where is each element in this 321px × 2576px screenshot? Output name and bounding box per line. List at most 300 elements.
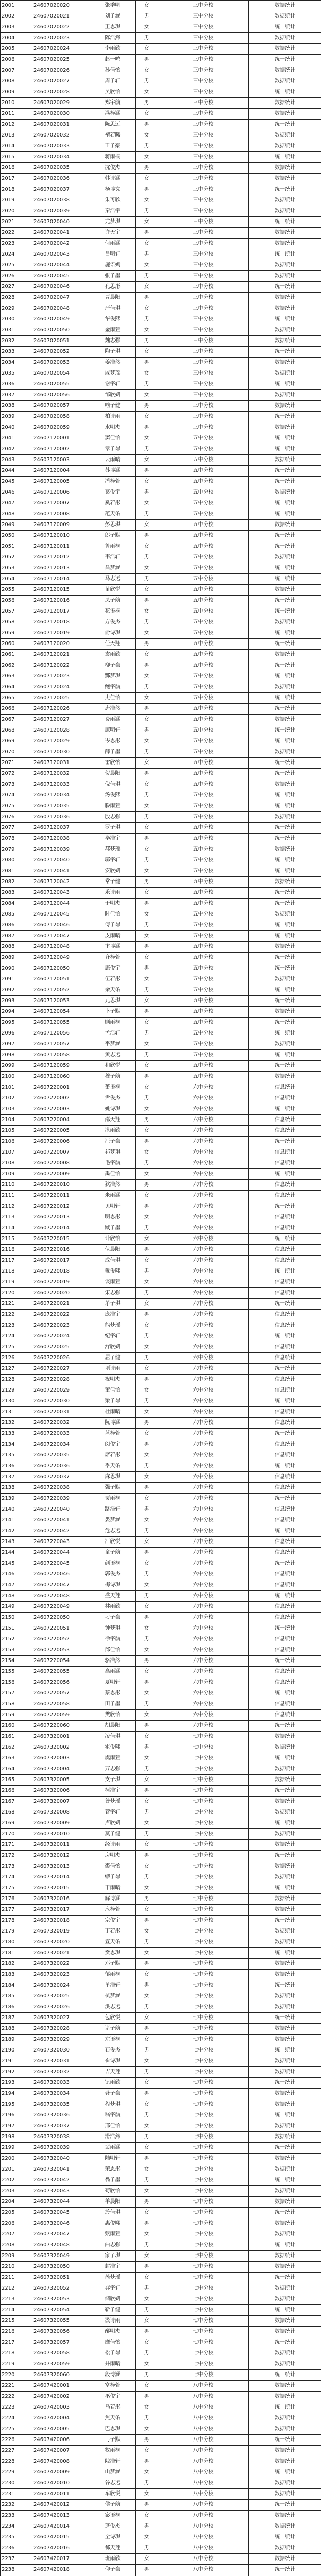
cell-exam-id: 24607120034 (32, 790, 90, 801)
cell-student-name: 谢宇轩 (90, 379, 136, 390)
cell-sequence-number: 2215 (1, 2316, 32, 2327)
cell-student-name: 仰子豪 (90, 2565, 136, 2575)
cell-sequence-number: 2188 (1, 2024, 32, 2035)
table-row (1, 1137, 321, 1147)
cell-category: 统一统计 (249, 985, 321, 996)
cell-category: 数据统计 (249, 2413, 321, 2424)
cell-student-name: 潘梓萱 (90, 477, 136, 487)
cell-sex: 女 (136, 974, 158, 985)
cell-school: 六中分校 (158, 1472, 249, 1483)
cell-category: 统一统计 (249, 22, 321, 33)
cell-sequence-number: 2227 (1, 2446, 32, 2456)
cell-exam-id: 24607320014 (32, 1872, 90, 1883)
cell-school: 七中分校 (158, 2337, 249, 2348)
cell-exam-id: 24607120032 (32, 769, 90, 779)
cell-category: 数据统计 (249, 1840, 321, 1851)
table-row (1, 1180, 321, 1191)
cell-student-name: 柏诗雨 (90, 412, 136, 422)
table-row (1, 509, 321, 520)
cell-sex: 男 (136, 834, 158, 844)
cell-category: 统一统计 (249, 1980, 321, 1991)
cell-student-name: 狄浩然 (90, 1180, 136, 1191)
cell-exam-id: 24607220048 (32, 1591, 90, 1602)
cell-student-name: 常子健 (90, 877, 136, 888)
cell-student-name: 谷志远 (90, 2478, 136, 2489)
cell-sex: 女 (136, 174, 158, 184)
cell-sex: 女 (136, 1732, 158, 1742)
cell-category: 数据统计 (249, 2316, 321, 2327)
cell-sex: 女 (136, 1234, 158, 1245)
cell-category: 信息统计 (249, 1082, 321, 1093)
cell-sequence-number: 2201 (1, 2164, 32, 2175)
cell-student-name: 尹俊杰 (90, 1093, 136, 1104)
cell-category: 统一统计 (249, 1234, 321, 1245)
cell-exam-id: 24607120013 (32, 563, 90, 574)
cell-exam-id: 24607120003 (32, 455, 90, 466)
cell-sex: 女 (136, 1126, 158, 1137)
cell-student-name: 靳子健 (90, 2305, 136, 2316)
cell-exam-id: 24607220023 (32, 1320, 90, 1331)
cell-school: 五中分校 (158, 1039, 249, 1050)
cell-student-name: 朱可欣 (90, 195, 136, 206)
cell-school: 七中分校 (158, 1926, 249, 1937)
cell-sequence-number: 2197 (1, 2121, 32, 2132)
cell-sex: 男 (136, 1418, 158, 1429)
cell-exam-id: 24607220017 (32, 1256, 90, 1266)
cell-school: 五中分校 (158, 974, 249, 985)
cell-sequence-number: 2205 (1, 2208, 32, 2218)
cell-sex: 男 (136, 704, 158, 715)
cell-school: 六中分校 (158, 1483, 249, 1494)
cell-school: 六中分校 (158, 1418, 249, 1429)
cell-category: 信息统计 (249, 1613, 321, 1623)
cell-sequence-number: 2106 (1, 1137, 32, 1147)
cell-sex: 女 (136, 130, 158, 141)
cell-student-name: 鲍宇航 (90, 682, 136, 693)
cell-student-name: 苏博涵 (90, 466, 136, 477)
cell-exam-id: 24607220052 (32, 1634, 90, 1645)
cell-school: 六中分校 (158, 1342, 249, 1353)
cell-sex: 男 (136, 2500, 158, 2511)
cell-school: 三中分校 (158, 55, 249, 65)
cell-sex: 女 (136, 1602, 158, 1613)
cell-sequence-number: 2120 (1, 1288, 32, 1299)
cell-sequence-number: 2124 (1, 1331, 32, 1342)
cell-exam-id: 24607220028 (32, 1375, 90, 1385)
cell-school: 六中分校 (158, 1504, 249, 1515)
table-row (1, 1320, 321, 1331)
cell-student-name: 牧雨桐 (90, 2446, 136, 2456)
cell-school: 六中分校 (158, 1310, 249, 1320)
cell-school: 七中分校 (158, 2154, 249, 2164)
cell-category: 数据统计 (249, 585, 321, 596)
cell-sex: 男 (136, 2305, 158, 2316)
cell-sex: 女 (136, 2554, 158, 2565)
cell-category: 数据统计 (249, 33, 321, 44)
cell-student-name: 阮博涵 (90, 1418, 136, 1429)
table-row (1, 1104, 321, 1115)
cell-school: 六中分校 (158, 1223, 249, 1234)
cell-exam-id: 24607420002 (32, 2392, 90, 2402)
cell-sex: 女 (136, 2099, 158, 2110)
cell-student-name: 沈俊杰 (90, 163, 136, 174)
table-row (1, 2099, 321, 2110)
cell-sequence-number: 2176 (1, 1894, 32, 1905)
cell-category: 统一统计 (249, 2532, 321, 2543)
cell-category: 信息统计 (249, 1483, 321, 1494)
table-row (1, 1396, 321, 1407)
cell-sequence-number: 2235 (1, 2532, 32, 2543)
cell-sex: 女 (136, 2316, 158, 2327)
cell-sequence-number: 2045 (1, 477, 32, 487)
cell-sex: 男 (136, 314, 158, 325)
cell-sex: 男 (136, 2132, 158, 2143)
table-row (1, 812, 321, 823)
cell-student-name: 昌梦涵 (90, 563, 136, 574)
table-row (1, 520, 321, 531)
cell-school: 七中分校 (158, 1959, 249, 1970)
table-row (1, 2013, 321, 2024)
table-row (1, 1, 321, 11)
cell-exam-id: 24607220040 (32, 1504, 90, 1515)
cell-sex: 男 (136, 1201, 158, 1212)
cell-sequence-number: 2030 (1, 314, 32, 325)
cell-sex: 女 (136, 1256, 158, 1266)
cell-sequence-number: 2058 (1, 617, 32, 628)
cell-category: 数据统计 (249, 195, 321, 206)
cell-school: 七中分校 (158, 1829, 249, 1840)
cell-sequence-number: 2127 (1, 1364, 32, 1375)
cell-sex: 女 (136, 2078, 158, 2089)
cell-student-name: 齐梓萱 (90, 953, 136, 963)
cell-sex: 男 (136, 1375, 158, 1385)
cell-sex: 女 (136, 909, 158, 920)
cell-sex: 男 (136, 1310, 158, 1320)
cell-sequence-number: 2086 (1, 920, 32, 931)
cell-category: 信息统计 (249, 1353, 321, 1364)
table-row (1, 1515, 321, 1526)
cell-exam-id: 24607420015 (32, 2532, 90, 2543)
cell-school: 三中分校 (158, 33, 249, 44)
cell-exam-id: 24607220050 (32, 1613, 90, 1623)
cell-school: 五中分校 (158, 1061, 249, 1072)
cell-sex: 男 (136, 1396, 158, 1407)
table-row (1, 1126, 321, 1137)
cell-sequence-number: 2126 (1, 1353, 32, 1364)
cell-student-name: 麻思琪 (90, 1472, 136, 1483)
cell-sequence-number: 2011 (1, 109, 32, 120)
cell-category: 统一统计 (249, 1591, 321, 1602)
cell-student-name: 孙佳怡 (90, 65, 136, 76)
table-row (1, 1407, 321, 1418)
cell-exam-id: 24607120059 (32, 1061, 90, 1072)
cell-school: 六中分校 (158, 1256, 249, 1266)
cell-sex: 女 (136, 996, 158, 1007)
cell-student-name: 钮雨欣 (90, 2078, 136, 2089)
cell-category: 信息统计 (249, 1158, 321, 1169)
cell-sequence-number: 2195 (1, 2099, 32, 2110)
cell-student-name: 严佳琪 (90, 303, 136, 314)
cell-school: 八中分校 (158, 2543, 249, 2554)
cell-student-name: 曲志强 (90, 2240, 136, 2251)
cell-exam-id: 24607020039 (32, 206, 90, 217)
cell-school: 七中分校 (158, 2099, 249, 2110)
cell-category: 统一统计 (249, 2565, 321, 2575)
cell-school: 七中分校 (158, 2013, 249, 2024)
cell-category: 信息统计 (249, 1093, 321, 1104)
cell-category: 数据统计 (249, 271, 321, 282)
cell-sex: 男 (136, 1829, 158, 1840)
cell-student-name: 甄雨萱 (90, 2229, 136, 2240)
cell-sex: 女 (136, 1905, 158, 1916)
cell-sequence-number: 2154 (1, 1656, 32, 1667)
cell-category: 信息统计 (249, 1256, 321, 1266)
cell-sex: 男 (136, 33, 158, 44)
cell-sex: 男 (136, 1634, 158, 1645)
cell-sequence-number: 2009 (1, 87, 32, 98)
cell-category: 统一统计 (249, 693, 321, 704)
cell-category: 统一统计 (249, 412, 321, 422)
cell-exam-id: 24607120001 (32, 433, 90, 444)
cell-sex: 男 (136, 2565, 158, 2575)
cell-sequence-number: 2053 (1, 563, 32, 574)
cell-category: 数据统计 (249, 1775, 321, 1786)
cell-school: 五中分校 (158, 585, 249, 596)
cell-category: 信息统计 (249, 1548, 321, 1558)
table-row (1, 1710, 321, 1721)
cell-sex: 男 (136, 2327, 158, 2337)
cell-sequence-number: 2178 (1, 1916, 32, 1926)
cell-sequence-number: 2090 (1, 963, 32, 974)
cell-school: 七中分校 (158, 2359, 249, 2370)
cell-school: 五中分校 (158, 466, 249, 477)
cell-school: 七中分校 (158, 2273, 249, 2283)
cell-category: 数据统计 (249, 1937, 321, 1948)
cell-school: 七中分校 (158, 1937, 249, 1948)
cell-sequence-number: 2094 (1, 1007, 32, 1018)
table-row (1, 1450, 321, 1461)
table-row (1, 747, 321, 758)
table-row (1, 2478, 321, 2489)
cell-sex: 女 (136, 1450, 158, 1461)
cell-student-name: 刘子涵 (90, 11, 136, 22)
cell-student-name: 翁子墨 (90, 2175, 136, 2186)
table-row (1, 2316, 321, 2327)
cell-category: 统一统计 (249, 1018, 321, 1028)
cell-exam-id: 24607220033 (32, 1429, 90, 1439)
cell-school: 六中分校 (158, 1245, 249, 1256)
cell-category: 数据统计 (249, 1894, 321, 1905)
cell-student-name: 乌若彤 (90, 2402, 136, 2413)
cell-exam-id: 24607120037 (32, 823, 90, 834)
cell-sex: 男 (136, 358, 158, 368)
cell-category: 统一统计 (249, 639, 321, 650)
cell-school: 六中分校 (158, 1147, 249, 1158)
cell-category: 数据统计 (249, 779, 321, 790)
cell-school: 六中分校 (158, 1266, 249, 1277)
cell-exam-id: 24607420012 (32, 2500, 90, 2511)
table-row (1, 293, 321, 303)
cell-category: 统一统计 (249, 855, 321, 866)
cell-student-name: 马志远 (90, 574, 136, 585)
cell-sequence-number: 2068 (1, 725, 32, 736)
cell-school: 八中分校 (158, 2435, 249, 2446)
cell-sex: 男 (136, 206, 158, 217)
table-row (1, 1905, 321, 1916)
table-row (1, 1429, 321, 1439)
cell-category: 统一统计 (249, 217, 321, 228)
cell-sequence-number: 2089 (1, 953, 32, 963)
cell-sex: 女 (136, 2511, 158, 2521)
cell-exam-id: 24607020055 (32, 379, 90, 390)
cell-student-name: 罗子琪 (90, 823, 136, 834)
cell-school: 八中分校 (158, 2554, 249, 2565)
cell-sex: 女 (136, 1775, 158, 1786)
table-row (1, 2045, 321, 2056)
cell-exam-id: 24607020032 (32, 130, 90, 141)
cell-student-name: 侯子航 (90, 2500, 136, 2511)
cell-school: 五中分校 (158, 693, 249, 704)
cell-exam-id: 24607420007 (32, 2446, 90, 2456)
cell-student-name: 茅子琪 (90, 1299, 136, 1310)
cell-category: 数据统计 (249, 2521, 321, 2532)
cell-school: 七中分校 (158, 2175, 249, 2186)
cell-school: 八中分校 (158, 2446, 249, 2456)
cell-exam-id: 24607320007 (32, 1797, 90, 1807)
cell-student-name: 孟浩轩 (90, 1028, 136, 1039)
cell-exam-id: 24607020051 (32, 336, 90, 347)
cell-sequence-number: 2083 (1, 888, 32, 899)
cell-exam-id: 24607220035 (32, 1450, 90, 1461)
cell-school: 八中分校 (158, 2381, 249, 2392)
cell-sex: 女 (136, 477, 158, 487)
cell-school: 六中分校 (158, 1677, 249, 1688)
cell-sequence-number: 2169 (1, 1818, 32, 1829)
cell-school: 八中分校 (158, 2511, 249, 2521)
cell-exam-id: 24607320029 (32, 2035, 90, 2045)
cell-student-name: 乐诗雨 (90, 888, 136, 899)
cell-sequence-number: 2133 (1, 1429, 32, 1439)
cell-student-name: 应梓萱 (90, 1905, 136, 1916)
cell-category: 统一统计 (249, 758, 321, 769)
cell-sequence-number: 2071 (1, 758, 32, 769)
table-row (1, 1072, 321, 1082)
table-row (1, 1948, 321, 1959)
cell-student-name: 庞浩宇 (90, 1310, 136, 1320)
table-row (1, 336, 321, 347)
cell-exam-id: 24607320041 (32, 2164, 90, 2175)
cell-school: 八中分校 (158, 2392, 249, 2402)
cell-exam-id: 24607320060 (32, 2370, 90, 2381)
cell-sequence-number: 2202 (1, 2175, 32, 2186)
cell-school: 五中分校 (158, 552, 249, 563)
table-row (1, 206, 321, 217)
table-row (1, 2024, 321, 2035)
cell-school: 三中分校 (158, 412, 249, 422)
cell-exam-id: 24607320040 (32, 2154, 90, 2164)
cell-student-name: 梅诗琪 (90, 1580, 136, 1591)
cell-school: 七中分校 (158, 1905, 249, 1916)
cell-exam-id: 24607220031 (32, 1407, 90, 1418)
cell-category: 数据统计 (249, 2121, 321, 2132)
cell-category: 数据统计 (249, 2099, 321, 2110)
cell-exam-id: 24607220049 (32, 1602, 90, 1613)
cell-sequence-number: 2066 (1, 704, 32, 715)
cell-sex: 男 (136, 76, 158, 87)
table-row (1, 715, 321, 725)
table-row (1, 2240, 321, 2251)
cell-category: 统一统计 (249, 563, 321, 574)
cell-sequence-number: 2087 (1, 931, 32, 942)
cell-school: 八中分校 (158, 2500, 249, 2511)
cell-sequence-number: 2150 (1, 1613, 32, 1623)
cell-school: 三中分校 (158, 11, 249, 22)
cell-school: 五中分校 (158, 617, 249, 628)
cell-school: 三中分校 (158, 109, 249, 120)
cell-sex: 女 (136, 1191, 158, 1201)
cell-school: 七中分校 (158, 2035, 249, 2045)
cell-student-name: 解博涵 (90, 1894, 136, 1905)
cell-exam-id: 24607220021 (32, 1299, 90, 1310)
table-row (1, 2565, 321, 2575)
cell-category: 数据统计 (249, 974, 321, 985)
cell-school: 七中分校 (158, 1991, 249, 2002)
cell-category: 信息统计 (249, 1147, 321, 1158)
table-row (1, 1093, 321, 1104)
table-row (1, 1688, 321, 1699)
cell-sex: 女 (136, 1299, 158, 1310)
cell-sex: 女 (136, 1558, 158, 1569)
cell-exam-id: 24607320019 (32, 1926, 90, 1937)
cell-category: 统一统计 (249, 1883, 321, 1894)
cell-student-name: 惠俊熙 (90, 2218, 136, 2229)
cell-student-name: 穆子航 (90, 1072, 136, 1082)
cell-sex: 男 (136, 1613, 158, 1623)
cell-student-name: 高雨涵 (90, 1667, 136, 1677)
cell-sex: 男 (136, 877, 158, 888)
cell-sex: 女 (136, 1385, 158, 1396)
cell-school: 六中分校 (158, 1699, 249, 1710)
cell-exam-id: 24607120015 (32, 585, 90, 596)
table-row (1, 1256, 321, 1266)
cell-category: 数据统计 (249, 141, 321, 152)
table-row (1, 368, 321, 379)
table-row (1, 574, 321, 585)
table-row (1, 303, 321, 314)
cell-school: 七中分校 (158, 2370, 249, 2381)
cell-exam-id: 24607120049 (32, 953, 90, 963)
cell-student-name: 金雨萱 (90, 325, 136, 336)
cell-category: 统一统计 (249, 628, 321, 639)
cell-sequence-number: 2025 (1, 260, 32, 271)
cell-exam-id: 24607020047 (32, 293, 90, 303)
cell-school: 五中分校 (158, 866, 249, 877)
cell-school: 八中分校 (158, 2521, 249, 2532)
cell-category: 信息统计 (249, 1645, 321, 1656)
cell-exam-id: 24607320037 (32, 2121, 90, 2132)
table-row (1, 347, 321, 358)
table-row (1, 412, 321, 422)
cell-student-name: 吕明轩 (90, 249, 136, 260)
cell-category: 统一统计 (249, 541, 321, 552)
cell-student-name: 陶子琪 (90, 347, 136, 358)
cell-student-name: 石俊杰 (90, 2045, 136, 2056)
cell-sequence-number: 2218 (1, 2348, 32, 2359)
cell-sequence-number: 2114 (1, 1223, 32, 1234)
table-row (1, 1439, 321, 1450)
cell-sex: 男 (136, 747, 158, 758)
table-row (1, 953, 321, 963)
